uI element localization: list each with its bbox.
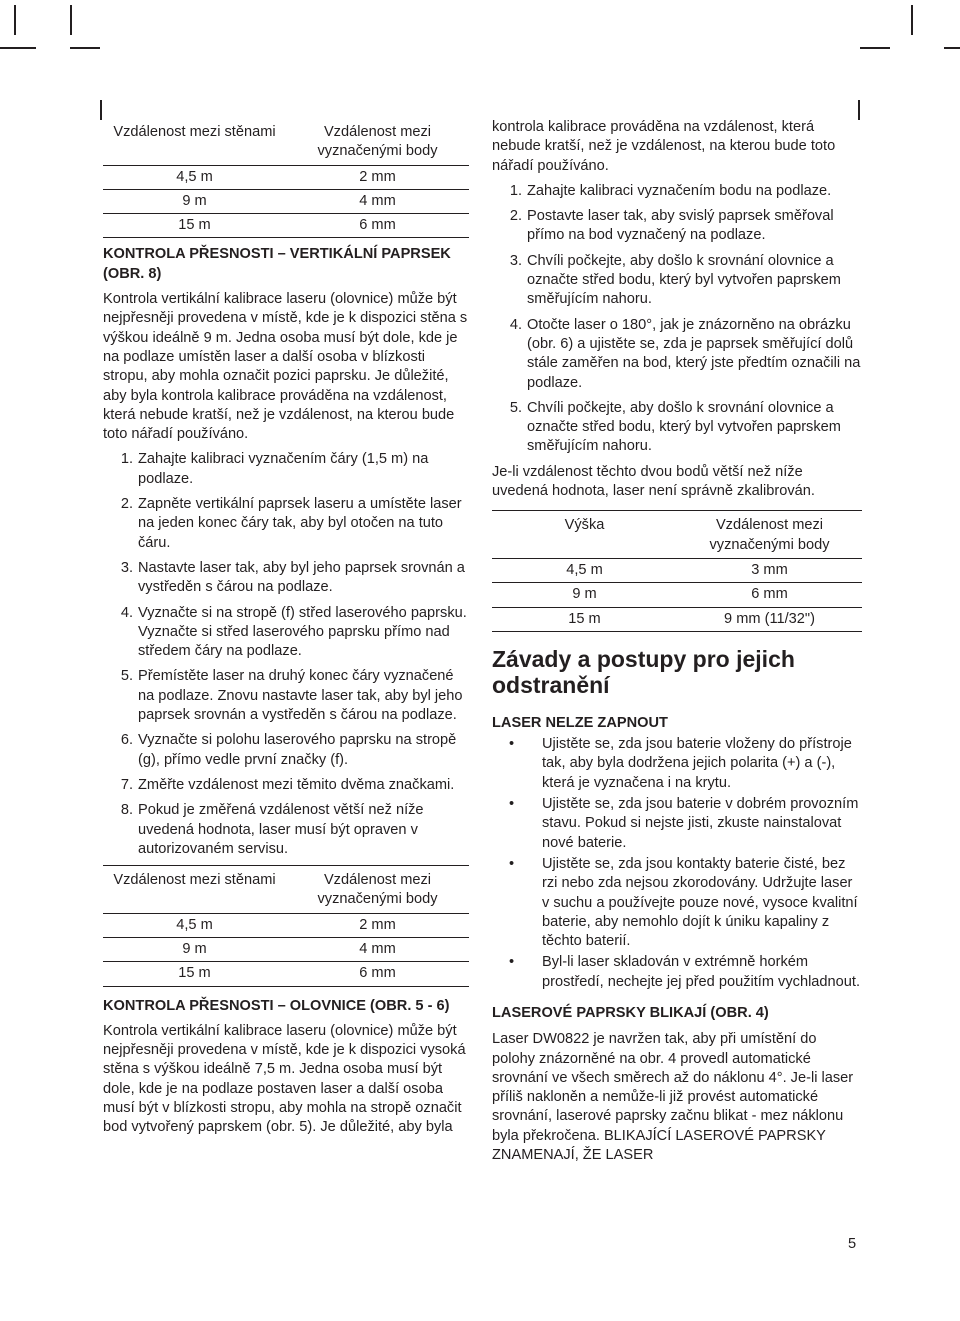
step-text: Změřte vzdálenost mezi těmito dvěma značkami.	[138, 776, 455, 793]
bullet-text: Ujistěte se, zda jsou baterie vloženy do přístroje tak, aby byla dodržena jejich polarita (+) a (-), která je vyznačena i na krytu.	[542, 736, 852, 791]
step-number: 1.	[120, 451, 133, 468]
table-cell: 9 m	[182, 940, 207, 957]
list-item	[103, 731, 469, 770]
list-item	[492, 953, 862, 992]
step-number: 5.	[509, 399, 522, 416]
step-number: 3.	[120, 559, 133, 576]
table-row	[103, 914, 469, 937]
bullet-text: Byl-li laser skladován v extrémně horkém prostředí, nechejte jej před použitím vychladnout.	[542, 954, 860, 990]
table-cell: 6 mm	[751, 586, 788, 603]
table-row	[492, 608, 862, 631]
distance-table-2	[103, 865, 469, 986]
crop-mark	[911, 5, 913, 35]
step-text: Přemístěte laser na druhý konec čáry vyznačené na podlaze. Znovu nastavte laser tak, aby byl jeho paprsek srovnán a vystředěn s čárou na podlaze.	[138, 668, 463, 724]
table-header-cell: Vzdálenost mezi stěnami	[113, 124, 276, 140]
step-number: 4.	[509, 316, 522, 333]
list-item	[492, 735, 862, 793]
crop-mark	[0, 47, 36, 49]
bullet-text: Ujistěte se, zda jsou baterie v dobrém provozním stavu. Pokud si nejste jisti, zkuste nainstalovat nové baterie.	[542, 796, 859, 851]
step-number: 8.	[120, 802, 133, 819]
bullet-mark: •	[509, 736, 515, 753]
step-number: 3.	[509, 252, 522, 269]
table-cell: 2 mm	[359, 168, 396, 185]
left-column	[103, 118, 469, 1138]
bullet-mark: •	[509, 954, 515, 971]
list-item	[492, 182, 862, 201]
crop-mark	[70, 47, 100, 49]
table-cell: 15 m	[178, 965, 211, 982]
table-row	[103, 214, 469, 237]
table-rule	[103, 986, 469, 987]
table-row	[103, 938, 469, 961]
step-number: 1.	[509, 182, 522, 199]
paragraph-plumb-check: Kontrola vertikální kalibrace laseru (olovnice) může být nejpřesněji provedena v místě, kde je k dispozici vysoká stěna s výškou ideálně 7,5 m. Jedna osoba musí být dole, kde je na podlaze postaven laser a další osoba musí být v blízkosti stropu, aby mohla na stropě označit bod vytvořený paprskem (obr. 5). Je důležité, aby byla	[103, 1022, 466, 1136]
table-rule	[492, 631, 862, 632]
list-item	[103, 495, 469, 553]
heading-plumb-check: KONTROLA PŘESNOSTI – OLOVNICE (OBR. 5 - 6)	[103, 997, 450, 1014]
table-cell: 4 mm	[359, 192, 396, 209]
step-text: Otočte laser o 180°, jak je znázorněno na obrázku (obr. 6) a ujistěte se, zda je paprsek směřující dolů stále zaměřen na bod, který jste předtím označili na podlaze.	[527, 316, 861, 391]
table-cell: 6 mm	[359, 965, 396, 982]
table-header-row	[103, 866, 469, 913]
crop-mark	[944, 47, 960, 49]
step-text: Chvíli počkejte, aby došlo k srovnání olovnice a označte střed bodu, který byl vytvořen paprskem směřujícím nahoru.	[527, 399, 841, 455]
table-header-cell: Výška	[564, 517, 605, 534]
table-row	[103, 190, 469, 213]
step-number: 5.	[120, 668, 133, 685]
bullet-mark: •	[509, 796, 515, 813]
crop-mark	[14, 5, 16, 35]
list-item	[103, 667, 469, 725]
crop-mark	[100, 100, 102, 120]
table-cell: 4 mm	[359, 940, 396, 957]
step-text: Zahajte kalibraci vyznačením bodu na podlaze.	[527, 182, 832, 199]
plumb-check-steps	[492, 182, 862, 457]
table-row	[492, 583, 862, 606]
table-cell: 3 mm	[751, 561, 788, 578]
list-item	[492, 316, 862, 393]
heading-laser-no-power: LASER NELZE ZAPNOUT	[492, 714, 668, 731]
table-cell: 4,5 m	[176, 168, 213, 185]
step-number: 6.	[120, 732, 133, 749]
list-item	[103, 450, 469, 489]
table-cell: 2 mm	[359, 916, 396, 933]
table-header-row	[103, 118, 469, 165]
list-item	[103, 604, 469, 662]
step-number: 7.	[120, 776, 133, 793]
step-number: 4.	[120, 604, 133, 621]
list-item	[492, 207, 862, 246]
step-number: 2.	[120, 496, 133, 513]
table-cell: 6 mm	[359, 217, 396, 234]
list-item	[103, 776, 469, 795]
crop-mark	[860, 47, 890, 49]
crop-mark	[858, 100, 860, 120]
table-cell: 9 mm (11/32")	[724, 610, 815, 627]
step-text: Pokud je změřená vzdálenost větší než níže uvedená hodnota, laser musí být opraven v autorizovaném servisu.	[138, 802, 424, 857]
step-text: Postavte laser tak, aby svislý paprsek směřoval přímo na bod vyznačený na podlaze.	[527, 208, 834, 244]
step-text: Zahajte kalibraci vyznačením čáry (1,5 m) na podlaze.	[138, 451, 429, 487]
page-number: 5	[848, 1236, 857, 1252]
list-item	[103, 559, 469, 598]
list-item	[492, 252, 862, 310]
table-cell: 4,5 m	[176, 916, 213, 933]
vertical-check-steps	[103, 450, 469, 859]
table-cell: 4,5 m	[566, 561, 603, 578]
bullet-text: Ujistěte se, zda jsou kontakty baterie čisté, bez rzi nebo zda nejsou zkorodovány. Udržujte laser v suchu a používejte pouze nové, vysoce kvalitní baterie, aby nemohlo dojít k úniku kapaliny z těchto baterií.	[542, 855, 858, 950]
table-header-cell: Vzdálenost mezi stěnami	[113, 872, 276, 889]
list-item	[492, 399, 862, 457]
table-cell: 9 m	[182, 192, 207, 209]
list-item	[492, 795, 862, 853]
table-header-row	[492, 511, 862, 558]
paragraph-laser-blinking: Laser DW0822 je navržen tak, aby při umístění do polohy znázorněné na obr. 4 provedl automatické srovnání ve všech směrech až do náklonu 4°. Je-li laser příliš nakloněn a nemůže-li již provést automatické srovnání, laserové paprsky začnu blikat - mez náklonu byla překročena. BLIKAJÍCÍ LASEROVÉ PAPRSKY ZNAMENAJÍ, ŽE LASER	[492, 1031, 854, 1164]
no-power-bullets	[492, 735, 862, 992]
section-title-troubleshooting: Závady a postupy pro jejich odstranění	[492, 645, 795, 698]
bullet-mark: •	[509, 855, 515, 872]
paragraph-continued: kontrola kalibrace prováděna na vzdálenost, která nebude kratší, než je vzdálenost, na kterou bude toto nářadí používáno.	[492, 119, 836, 174]
table-row	[103, 962, 469, 985]
table-cell: 9 m	[572, 586, 597, 603]
table-header-cell: Vzdálenost mezi vyznačenými body	[317, 124, 438, 160]
step-text: Nastavte laser tak, aby byl jeho paprsek srovnán a vystředěn s čárou na podlaze.	[138, 559, 465, 596]
distance-table-1	[103, 118, 469, 238]
table-cell: 15 m	[568, 610, 601, 627]
table-row	[492, 559, 862, 582]
step-text: Zapněte vertikální paprsek laseru a umístěte laser na jeden konec čáry tak, aby byl otočen na tuto čáru.	[138, 496, 462, 551]
step-text: Vyznačte si polohu laserového paprsku na stropě (g), přímo vedle první značky (f).	[138, 732, 457, 768]
table-header-cell: Vzdálenost mezi vyznačenými body	[317, 872, 438, 908]
step-number: 2.	[509, 208, 522, 225]
heading-vertical-check: KONTROLA PŘESNOSTI – VERTIKÁLNÍ PAPRSEK (OBR. 8)	[103, 246, 451, 282]
table-cell: 15 m	[178, 217, 211, 234]
table-rule	[103, 237, 469, 238]
table-header-cell: Vzdálenost mezi vyznačenými body	[709, 517, 830, 553]
height-table	[492, 510, 862, 631]
heading-laser-blinking: LASEROVÉ PAPRSKY BLIKAJÍ (OBR. 4)	[492, 1004, 769, 1021]
right-column	[492, 118, 862, 1165]
list-item	[103, 801, 469, 859]
paragraph-vertical-check: Kontrola vertikální kalibrace laseru (olovnice) může být nejpřesněji provedena v místě, kde je k dispozici stěna s výškou ideálně 9 m. Jedna osoba musí být dole, kde je na podlaze umístěn laser a další osoba v blízkosti stropu, aby mohla označit pozici paprsku. Je důležité, aby byla kontrola kalibrace prováděna na vzdálenost, která nebude kratší, než je vzdálenost, na kterou bude toto nářadí používáno.	[103, 291, 468, 443]
step-text: Chvíli počkejte, aby došlo k srovnání olovnice a označte střed bodu, který byl vytvořen paprskem směřujícím nahoru.	[527, 252, 841, 308]
crop-mark	[70, 5, 72, 35]
list-item	[492, 855, 862, 951]
paragraph-result: Je-li vzdálenost těchto dvou bodů větší než níže uvedená hodnota, laser není správně zkalibrován.	[492, 463, 815, 500]
step-text: Vyznačte si na stropě (f) střed laserového paprsku. Vyznačte si střed laserového paprsku přímo nad středem čáry na podlaze.	[138, 604, 467, 660]
table-row	[103, 166, 469, 189]
